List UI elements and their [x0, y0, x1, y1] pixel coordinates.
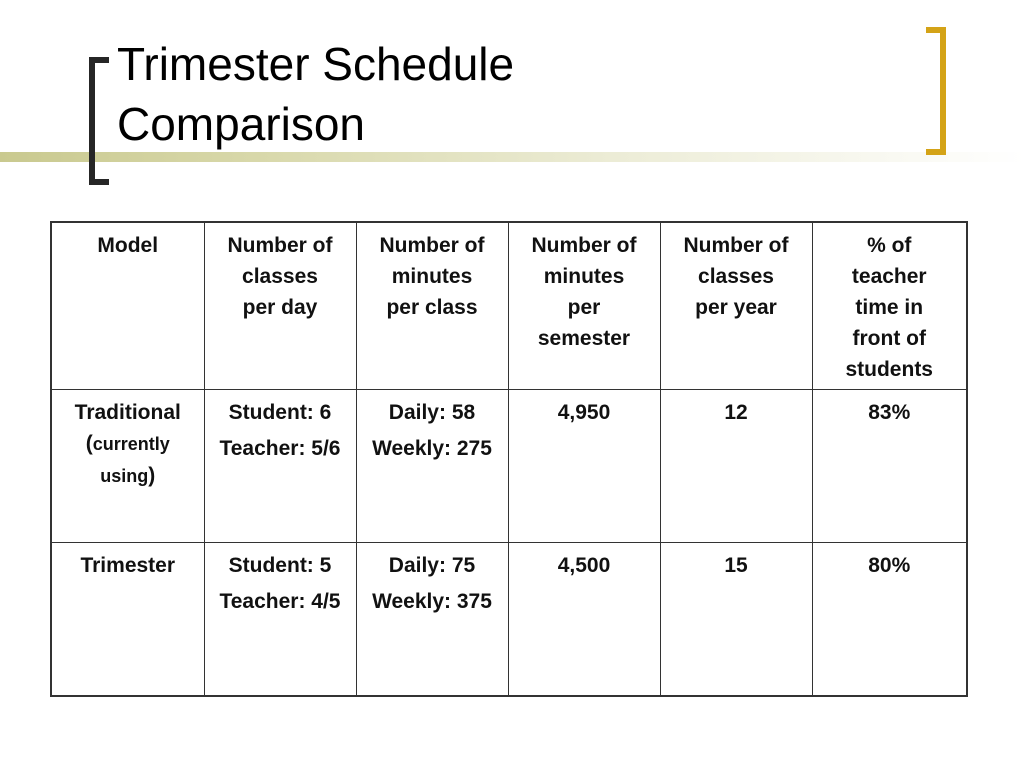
model-name: Trimester: [80, 554, 176, 577]
cell-teacher-time: 80%: [812, 543, 967, 696]
header-line: per day: [242, 296, 318, 319]
header-line: per: [567, 296, 601, 319]
header-line: classes: [698, 265, 774, 288]
header-minutes-per-semester: [508, 222, 660, 390]
header-minutes-per-class: [356, 222, 508, 390]
header-line: minutes: [543, 265, 625, 288]
cell-minutes-per-semester: 4,950: [508, 390, 660, 543]
cell-teacher-time: 83%: [812, 390, 967, 543]
daily-minutes: Daily: 75: [388, 554, 476, 577]
model-note-close: ): [148, 464, 156, 487]
header-line: classes: [242, 265, 318, 288]
header-line: students: [845, 358, 933, 381]
slide-title: [117, 34, 514, 154]
cell-minutes-per-class: [356, 543, 508, 696]
cell-classes-per-year: 12: [660, 390, 812, 543]
schedule-comparison-table: [50, 221, 968, 697]
header-line: front of: [852, 327, 926, 350]
table-row-traditional: [51, 390, 967, 543]
header-line: per class: [386, 296, 478, 319]
header-line: semester: [537, 327, 631, 350]
header-line: Number of: [227, 234, 333, 257]
table-header-row: [51, 222, 967, 390]
cell-classes-per-year: 15: [660, 543, 812, 696]
header-line: Number of: [683, 234, 789, 257]
header-model: [51, 222, 204, 390]
header-line: time in: [855, 296, 924, 319]
cell-classes-per-day: [204, 390, 356, 543]
model-name: Traditional: [74, 401, 181, 424]
teacher-classes: Teacher: 4/5: [219, 590, 341, 613]
student-classes: Student: 6: [228, 401, 332, 424]
header-line: per year: [695, 296, 777, 319]
model-note: [56, 428, 200, 492]
weekly-minutes: Weekly: 375: [372, 590, 492, 613]
right-bracket-decoration: [926, 27, 946, 155]
header-line: Number of: [531, 234, 637, 257]
student-classes: Student: 5: [228, 554, 332, 577]
cell-model: [51, 390, 204, 543]
table-row-trimester: [51, 543, 967, 696]
cell-minutes-per-class: [356, 390, 508, 543]
header-classes-per-day: [204, 222, 356, 390]
header-line: teacher: [851, 265, 927, 288]
daily-minutes: Daily: 58: [388, 401, 476, 424]
header-line: Number of: [379, 234, 485, 257]
header-classes-per-year: [660, 222, 812, 390]
header-teacher-time: [812, 222, 967, 390]
model-note-text: currently using: [92, 434, 170, 486]
cell-minutes-per-semester: 4,500: [508, 543, 660, 696]
slide-title-line-2: Comparison: [117, 98, 365, 150]
left-bracket-decoration: [89, 57, 109, 185]
cell-classes-per-day: [204, 543, 356, 696]
slide-title-line-1: Trimester Schedule: [117, 38, 515, 90]
teacher-classes: Teacher: 5/6: [219, 437, 341, 460]
header-line: % of: [867, 234, 912, 257]
header-model-line: Model: [97, 234, 159, 257]
header-line: minutes: [391, 265, 473, 288]
model-note-open: (: [85, 432, 93, 455]
cell-model: [51, 543, 204, 696]
weekly-minutes: Weekly: 275: [372, 437, 492, 460]
